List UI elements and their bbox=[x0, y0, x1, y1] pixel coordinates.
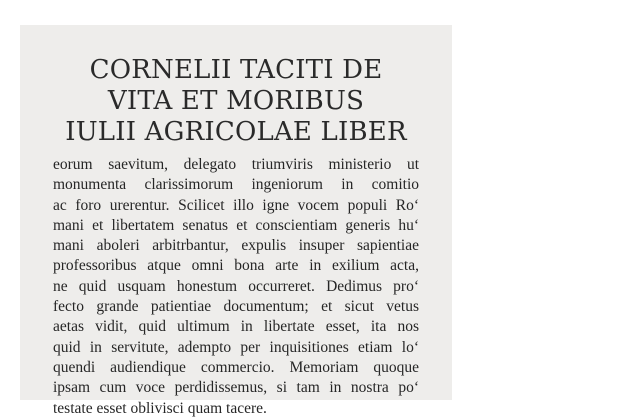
title-line: CORNELII TACITI DE bbox=[89, 55, 383, 85]
document-page bbox=[20, 25, 452, 417]
title-line: VITA ET MORIBUS bbox=[107, 86, 365, 116]
text-line: mani et libertatem senatus et conscientiam generis hu‘ bbox=[53, 216, 419, 234]
text-line: monumenta clarissimorum ingeniorum in comitio bbox=[53, 176, 419, 194]
text-line: quid in servitute, adempto per inquisitiones etiam lo‘ bbox=[53, 338, 419, 356]
text-line: fecto grande patientiae documentum; et sicut vetus bbox=[53, 298, 419, 316]
text-line: eorum saevitum, delegato triumviris ministerio ut bbox=[53, 156, 419, 173]
title-line: IULII AGRICOLAE LIBER bbox=[65, 117, 407, 147]
document-title bbox=[20, 55, 452, 148]
text-line: quendi audiendique commercio. Memoriam quoque bbox=[53, 358, 419, 376]
text-line: mani aboleri arbitrbantur, expulis insuper sapientiae bbox=[53, 237, 419, 255]
text-line: professoribus atque omni bona arte in exilium acta, bbox=[53, 257, 419, 275]
text-line: ac foro urerentur. Scilicet illo igne vocem populi Ro‘ bbox=[53, 196, 419, 214]
text-line: aetas vidit, quid ultimum in libertate esset, ita nos bbox=[53, 318, 419, 336]
body-paragraph bbox=[53, 155, 419, 419]
text-line: testate esset oblivisci quam tacere. bbox=[53, 399, 267, 417]
text-line: ne quid usquam honestum occurreret. Dedimus pro‘ bbox=[53, 277, 419, 295]
text-line: ipsam cum voce perdidissemus, si tam in nostra po‘ bbox=[53, 379, 419, 397]
